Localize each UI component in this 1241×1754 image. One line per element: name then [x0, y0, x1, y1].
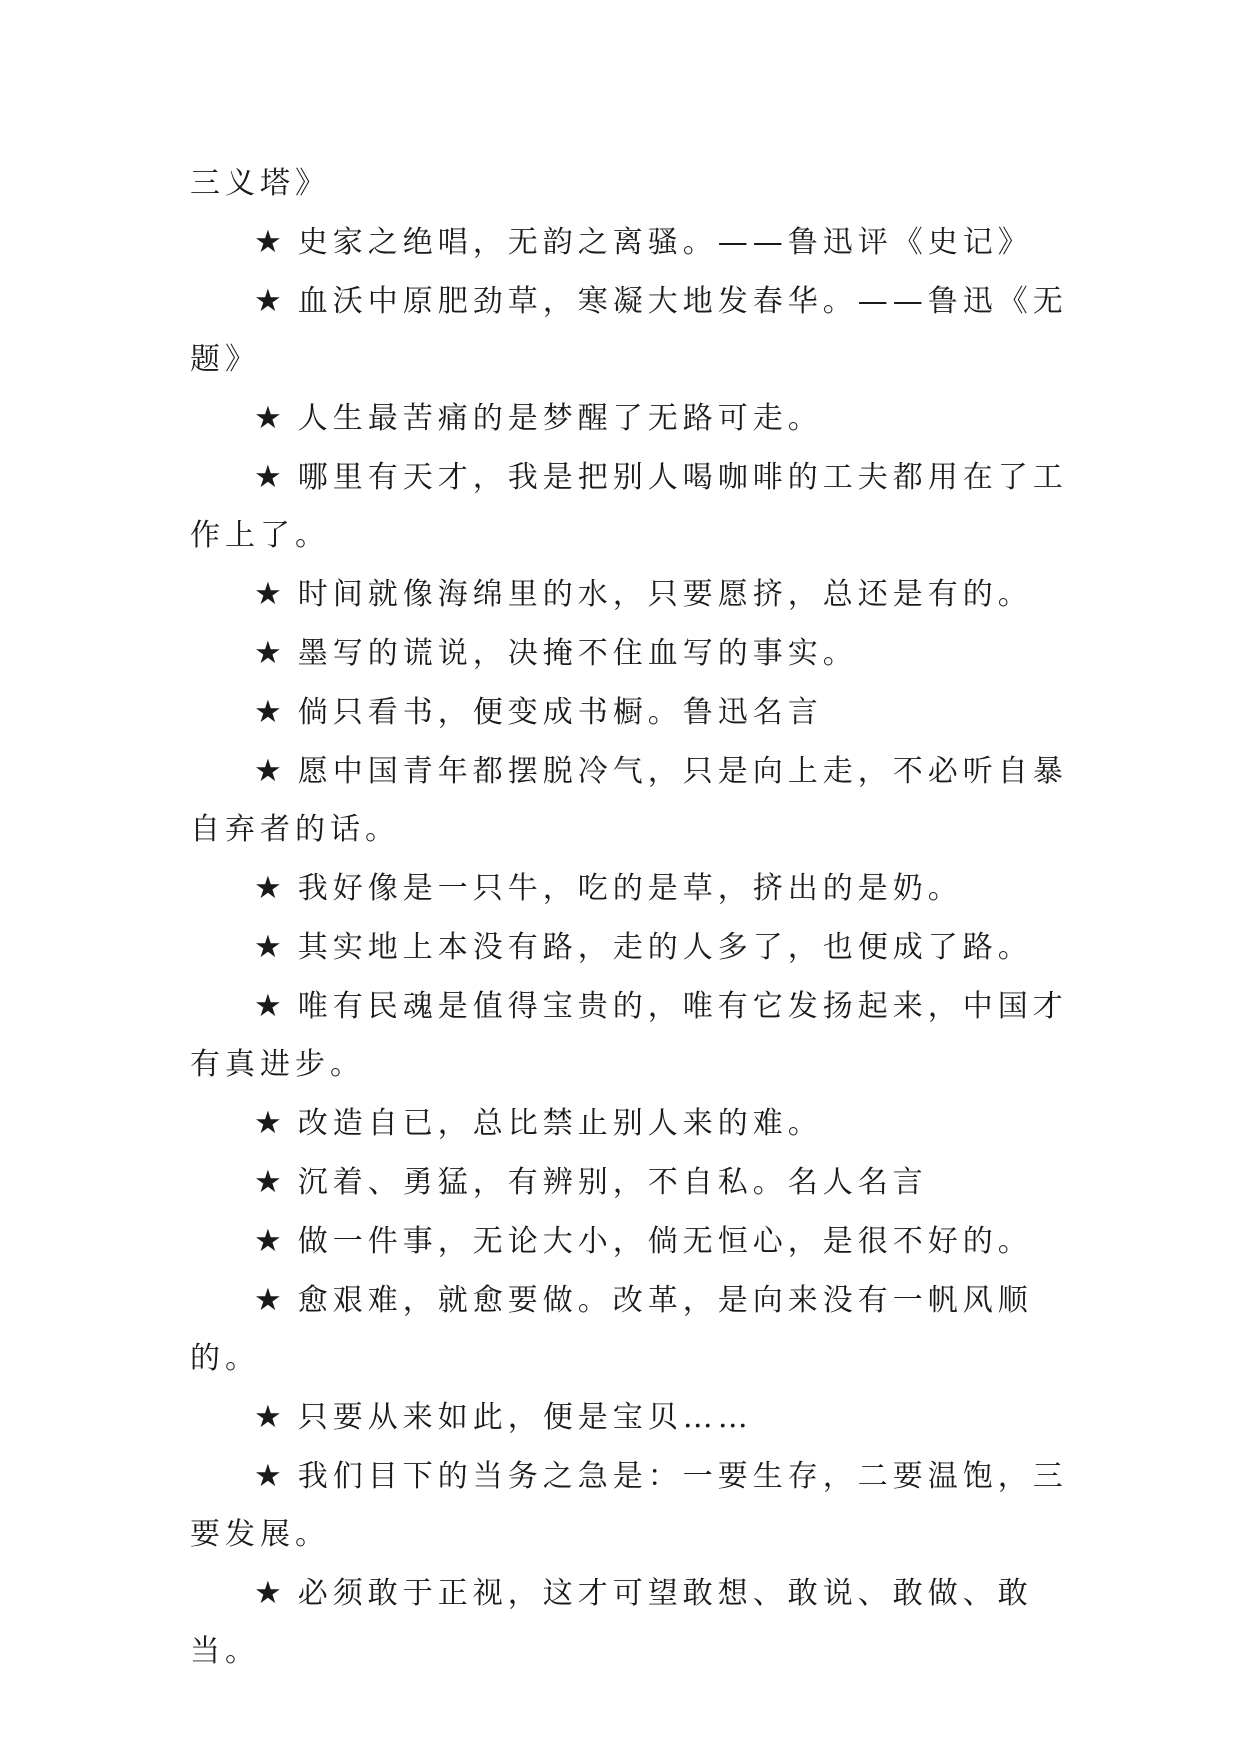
star-icon: ★: [254, 1105, 282, 1141]
star-icon: ★: [254, 1399, 282, 1435]
star-icon: ★: [254, 635, 282, 671]
quote-text: 必须敢于正视，这才可望敢想、敢说、敢做、敢当。: [190, 1576, 1033, 1669]
quote-item: [190, 918, 1070, 977]
quote-item: [190, 742, 1070, 859]
star-icon: ★: [254, 224, 282, 260]
quote-text: 人生最苦痛的是梦醒了无路可走。: [297, 401, 823, 436]
quote-item: [190, 624, 1070, 683]
lead-fragment: 三义塔》: [190, 166, 330, 201]
quote-text: 我好像是一只牛，吃的是草，挤出的是奶。: [297, 871, 963, 906]
quote-text: 做一件事，无论大小，倘无恒心，是很不好的。: [297, 1224, 1033, 1259]
quote-item: [190, 1271, 1070, 1388]
quote-item: [190, 389, 1070, 448]
quote-text: 史家之绝唱，无韵之离骚。——鲁迅评《史记》: [297, 225, 1033, 260]
quote-list: [190, 155, 1070, 1681]
quote-text: 我们目下的当务之急是：一要生存，二要温饱，三要发展。: [190, 1459, 1068, 1552]
star-icon: ★: [254, 1223, 282, 1259]
quote-item: [190, 859, 1070, 918]
quote-item: [190, 1212, 1070, 1271]
quote-text: 愈艰难，就愈要做。改革，是向来没有一帆风顺的。: [190, 1283, 1033, 1376]
quote-item: [190, 683, 1070, 742]
quote-text: 倘只看书，便变成书橱。鲁迅名言: [297, 695, 823, 730]
star-icon: ★: [254, 283, 282, 319]
quote-text: 沉着、勇猛，有辨别，不自私。名人名言: [297, 1165, 928, 1200]
quote-text: 墨写的谎说，决掩不住血写的事实。: [297, 636, 858, 671]
quote-item: [190, 213, 1070, 272]
quote-text: 哪里有天才，我是把别人喝咖啡的工夫都用在了工作上了。: [190, 460, 1068, 553]
star-icon: ★: [254, 870, 282, 906]
quote-text: 唯有民魂是值得宝贵的，唯有它发扬起来，中国才有真进步。: [190, 989, 1068, 1082]
quote-item: [190, 1153, 1070, 1212]
star-icon: ★: [254, 400, 282, 436]
quote-item: [190, 1564, 1070, 1681]
star-icon: ★: [254, 1164, 282, 1200]
star-icon: ★: [254, 988, 282, 1024]
star-icon: ★: [254, 694, 282, 730]
quote-text: 改造自已，总比禁止别人来的难。: [297, 1106, 823, 1141]
star-icon: ★: [254, 929, 282, 965]
quote-item: [190, 1388, 1070, 1447]
quote-item: [190, 565, 1070, 624]
quote-item: [190, 977, 1070, 1094]
star-icon: ★: [254, 1282, 282, 1318]
quote-item: [190, 272, 1070, 389]
quote-text: 愿中国青年都摆脱冷气，只是向上走，不必听自暴自弃者的话。: [190, 754, 1068, 847]
quote-text: 时间就像海绵里的水，只要愿挤，总还是有的。: [297, 577, 1033, 612]
star-icon: ★: [254, 459, 282, 495]
quote-text: 血沃中原肥劲草，寒凝大地发春华。——鲁迅《无题》: [190, 284, 1068, 377]
star-icon: ★: [254, 1575, 282, 1611]
quote-item: [190, 448, 1070, 565]
star-icon: ★: [254, 576, 282, 612]
quote-text: 其实地上本没有路，走的人多了，也便成了路。: [297, 930, 1033, 965]
quote-item: [190, 1094, 1070, 1153]
star-icon: ★: [254, 1458, 282, 1494]
quote-text: 只要从来如此，便是宝贝……: [297, 1400, 753, 1435]
star-icon: ★: [254, 753, 282, 789]
quote-item: [190, 1447, 1070, 1564]
